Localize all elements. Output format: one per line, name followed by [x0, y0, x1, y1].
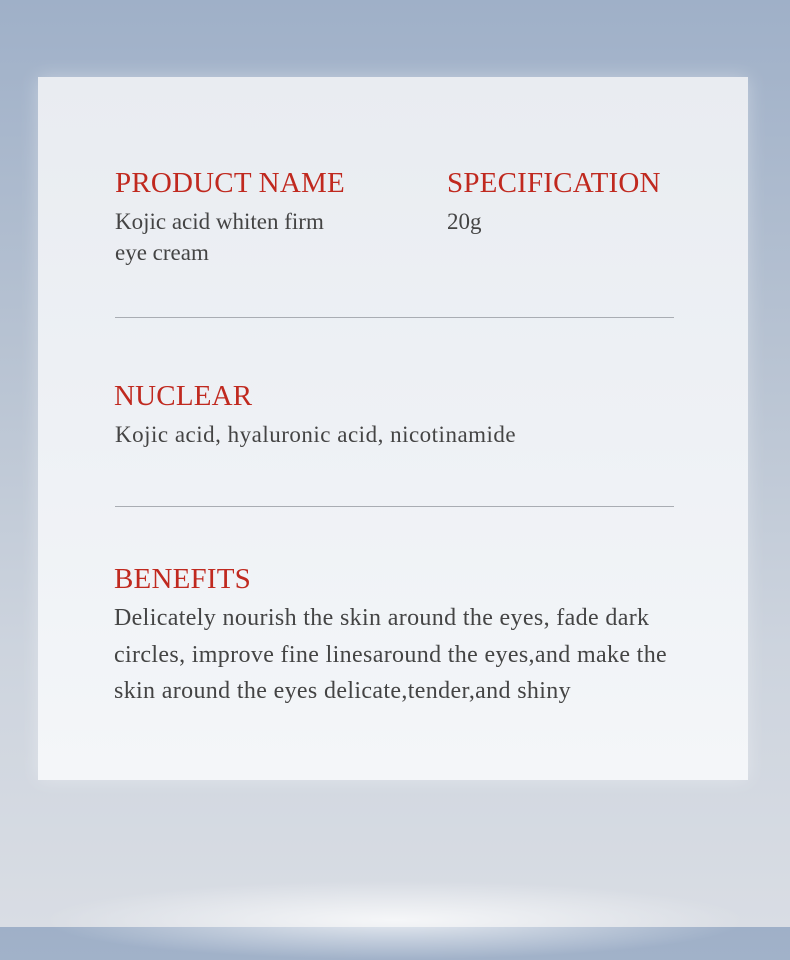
background-glow: [40, 880, 750, 960]
product-name-value: Kojic acid whiten firm eye cream: [115, 209, 324, 265]
product-name-heading: PRODUCT NAME: [115, 167, 345, 199]
specification-heading: SPECIFICATION: [447, 167, 661, 199]
benefits-heading: BENEFITS: [114, 563, 251, 595]
benefits-value: Delicately nourish the skin around the eyes, fade dark circles, improve fine linesaround the eyes,and make the skin around the eyes delicate,tender,and shiny: [114, 605, 668, 704]
specification-value: 20g: [447, 209, 482, 234]
nuclear-heading: NUCLEAR: [114, 380, 253, 412]
divider-2: [115, 506, 674, 507]
product-info-card: [38, 77, 748, 780]
nuclear-value: Kojic acid, hyaluronic acid, nicotinamide: [115, 422, 517, 447]
divider-1: [115, 317, 674, 318]
